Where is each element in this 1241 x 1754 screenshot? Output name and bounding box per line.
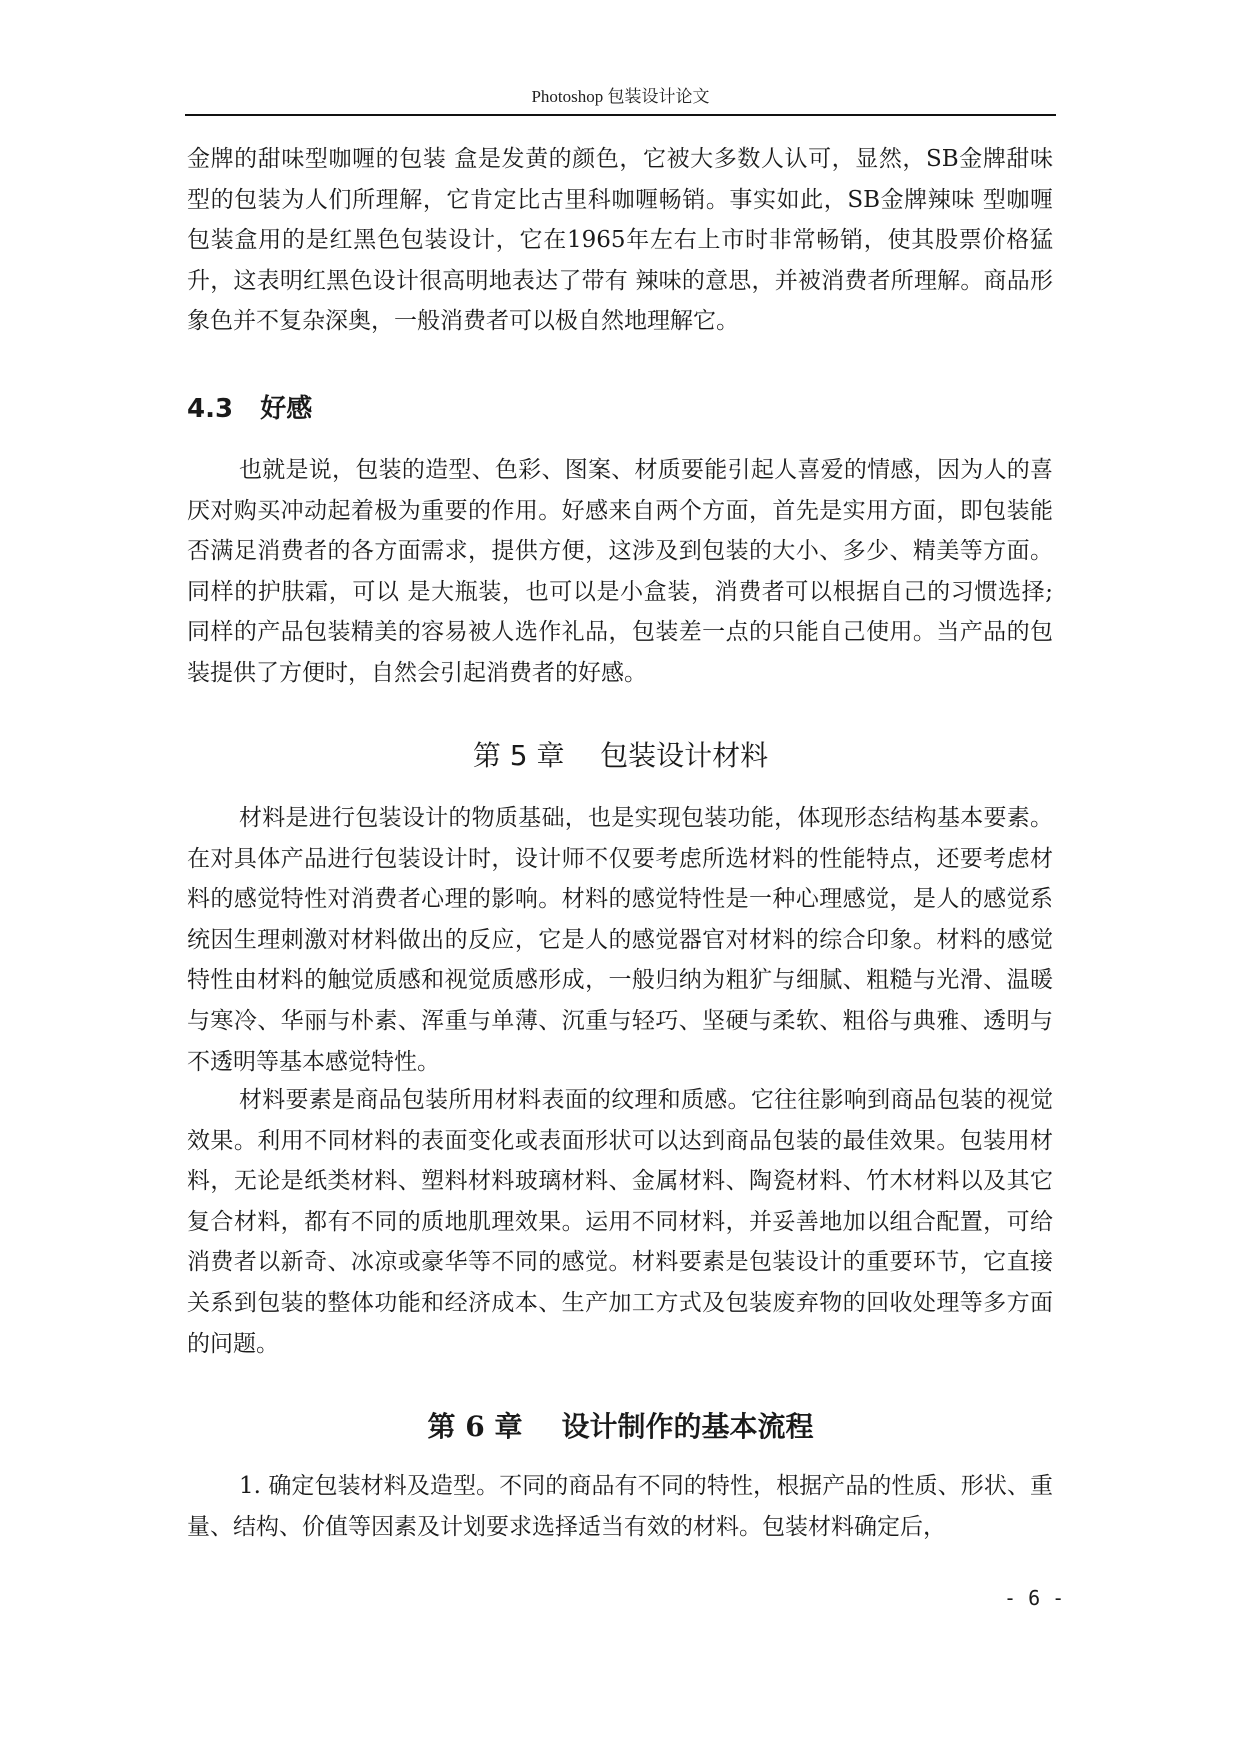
- section-heading-4-3: 4.3 好感: [187, 394, 313, 424]
- paragraph-good-feeling: 也就是说，包装的造型、色彩、图案、材质要能引起人喜爱的情感，因为人的喜厌对购买冲动起着极为重要的作用。好感来自两个方面，首先是实用方面，即包装能否满足消费者的各方面需求，提供方便，这涉及到包装的大小、多少、精美等方面。同样的护肤霜，可以 是大瓶装，也可以是小盒装，消费者可以根据自己的习惯选择;同样的产品包装精美的容易被人选作礼品，包装差一点的只能自己使用。当产品的包装提供了方便时，自然会引起消费者的好感。: [187, 457, 1053, 686]
- paragraph-materials-basis: 材料是进行包装设计的物质基础，也是实现包装功能，体现形态结构基本要素。在对具体产品进行包装设计时，设计师不仅要考虑所选材料的性能特点，还要考虑材料的感觉特性对消费者心理的影响。材料的感觉特性是一种心理感觉，是人的感觉系统因生理刺激对材料做出的反应，它是人的感觉器官对材料的综合印象。材料的感觉特性由材料的触觉质感和视觉质感形成，一般归纳为粗犷与细腻、粗糙与光滑、温暖与寒冷、华丽与朴素、浑重与单薄、沉重与轻巧、坚硬与柔软、粗俗与典雅、透明与不透明等基本感觉特性。: [187, 805, 1053, 1075]
- page-number: - 6 -: [1004, 1586, 1065, 1610]
- chapter-6-title: 第 6 章 设计制作的基本流程: [427, 1410, 814, 1443]
- header-divider: [185, 114, 1056, 116]
- paragraph-color-image: 金牌的甜味型咖喱的包装 盒是发黄的颜色，它被大多数人认可，显然，SB金牌甜味型的包装为人们所理解，它肯定比古里科咖喱畅销。事实如此，SB金牌辣味 型咖喱包装盒用的是红黑色包装设计，它在1965年左右上市时非常畅销，使其股票价格猛升，这表明红黑色设计很高明地表达了带有 辣味的意思，并被消费者所理解。商品形象色并不复杂深奥，一般消费者可以极自然地理解它。: [187, 146, 1053, 335]
- paragraph-material-elements: 材料要素是商品包装所用材料表面的纹理和质感。它往往影响到商品包装的视觉效果。利用不同材料的表面变化或表面形状可以达到商品包装的最佳效果。包装用材料，无论是纸类材料、塑料材料玻璃材料、金属材料、陶瓷材料、竹木材料以及其它复合材料，都有不同的质地肌理效果。运用不同材料，并妥善地加以组合配置，可给消费者以新奇、冰凉或豪华等不同的感觉。材料要素是包装设计的重要环节，它直接关系到包装的整体功能和经济成本、生产加工方式及包装废弃物的回收处理等多方面的问题。: [187, 1087, 1053, 1357]
- paragraph-step-1: 1. 确定包装材料及造型。不同的商品有不同的特性，根据产品的性质、形状、重量、结构、价值等因素及计划要求选择适当有效的材料。包装材料确定后，: [187, 1473, 1053, 1540]
- page-header-title: Photoshop 包装设计论文: [531, 87, 710, 106]
- chapter-5-title: 第 5 章 包装设计材料: [472, 739, 769, 772]
